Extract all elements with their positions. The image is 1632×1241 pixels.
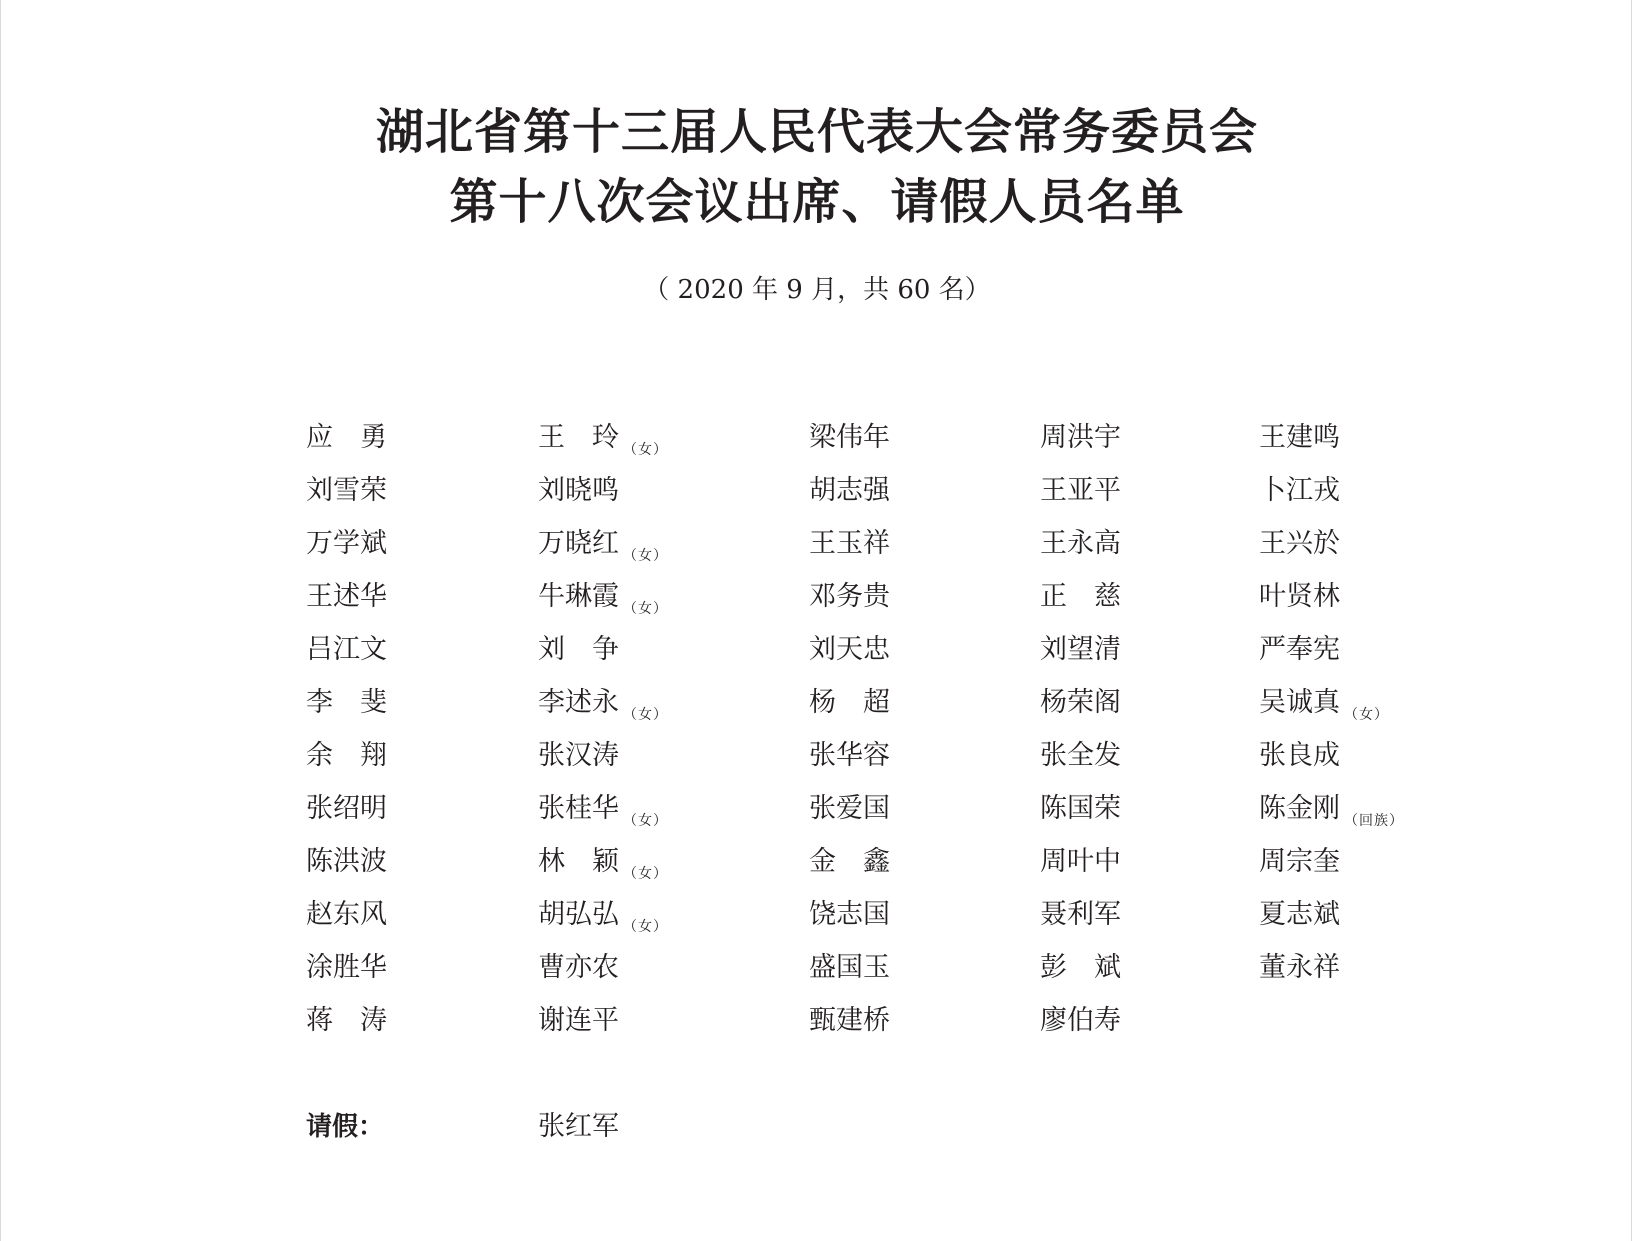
member-name-text: 严奉宪 <box>1259 634 1340 665</box>
member-note: （女） <box>623 601 668 617</box>
member-name <box>1259 789 1404 833</box>
member-note: （女） <box>623 548 668 564</box>
member-name <box>809 418 890 458</box>
leave-name: 张红军 <box>538 1111 619 1142</box>
member-note: （回族） <box>1344 813 1404 829</box>
member-name <box>306 789 387 829</box>
member-name <box>538 630 619 670</box>
member-name <box>306 524 387 564</box>
member-name-text: 张桂华 <box>538 793 619 824</box>
member-name <box>306 736 387 776</box>
member-name-text: 牛琳霞 <box>538 581 619 612</box>
member-name-text: 廖伯寿 <box>1040 1005 1121 1036</box>
member-name <box>809 577 890 617</box>
member-name-text: 王 玲 <box>538 422 619 453</box>
member-name <box>306 895 387 935</box>
member-name <box>1259 524 1340 564</box>
member-name <box>306 577 387 617</box>
title-line-2: 第十八次会议出席、请假人员名单 <box>449 174 1185 230</box>
member-note: （女） <box>623 707 668 723</box>
member-name-text: 吴诚真 <box>1259 687 1340 718</box>
member-name-text: 赵东风 <box>306 899 387 930</box>
member-name <box>1040 577 1121 617</box>
title-line-1: 湖北省第十三届人民代表大会常务委员会 <box>375 104 1258 160</box>
member-name <box>538 418 668 462</box>
member-name <box>1040 842 1121 882</box>
member-name-text: 张华容 <box>809 740 890 771</box>
member-name <box>1040 524 1121 564</box>
member-note: （女） <box>623 866 668 882</box>
member-name-text: 邓务贵 <box>809 581 890 612</box>
member-note: （女） <box>1344 707 1389 723</box>
member-name-text: 万学斌 <box>306 528 387 559</box>
member-name-text: 王玉祥 <box>809 528 890 559</box>
member-name <box>1259 895 1340 935</box>
member-name <box>809 683 890 723</box>
member-name-text: 陈洪波 <box>306 846 387 877</box>
subtitle: （ 2020 年 9 月，共 60 名） <box>643 275 991 305</box>
member-name-text: 陈金刚 <box>1259 793 1340 824</box>
member-name <box>809 842 890 882</box>
member-name <box>809 789 890 829</box>
member-name <box>1259 842 1340 882</box>
member-name <box>538 789 668 833</box>
member-name-text: 万晓红 <box>538 528 619 559</box>
member-name-text: 张全发 <box>1040 740 1121 771</box>
member-name-text: 正 慈 <box>1040 581 1121 612</box>
member-name <box>538 577 668 621</box>
member-name <box>306 683 387 723</box>
member-name-text: 应 勇 <box>306 422 387 453</box>
member-name-text: 王述华 <box>306 581 387 612</box>
member-name-text: 王亚平 <box>1040 475 1121 506</box>
member-name <box>1040 418 1121 458</box>
member-name-text: 余 翔 <box>306 740 387 771</box>
member-name <box>809 1001 890 1041</box>
member-name <box>306 948 387 988</box>
member-name-text: 胡弘弘 <box>538 899 619 930</box>
member-name-text: 周宗奎 <box>1259 846 1340 877</box>
member-name-text: 盛国玉 <box>809 952 890 983</box>
member-name-text: 杨 超 <box>809 687 890 718</box>
member-name-text: 周洪宇 <box>1040 422 1121 453</box>
member-name-text: 彭 斌 <box>1040 952 1121 983</box>
member-name <box>1259 577 1340 617</box>
member-name-text: 张良成 <box>1259 740 1340 771</box>
member-name-text: 刘晓鸣 <box>538 475 619 506</box>
member-name <box>1040 1001 1121 1041</box>
member-name-text: 聂利军 <box>1040 899 1121 930</box>
member-name <box>1259 630 1340 670</box>
member-name <box>306 842 387 882</box>
member-name-text: 林 颖 <box>538 846 619 877</box>
member-name <box>1259 418 1340 458</box>
member-name <box>809 630 890 670</box>
member-name <box>809 736 890 776</box>
member-name-text: 梁伟年 <box>809 422 890 453</box>
member-name-text: 蒋 涛 <box>306 1005 387 1036</box>
member-name-text: 张绍明 <box>306 793 387 824</box>
member-name-text: 杨荣阁 <box>1040 687 1121 718</box>
member-name-text: 饶志国 <box>809 899 890 930</box>
member-name-text: 刘 争 <box>538 634 619 665</box>
member-name-text: 吕江文 <box>306 634 387 665</box>
member-name-text: 甄建桥 <box>809 1005 890 1036</box>
member-name <box>538 948 619 988</box>
member-name-text: 叶贤林 <box>1259 581 1340 612</box>
member-name-text: 夏志斌 <box>1259 899 1340 930</box>
member-name <box>1040 948 1121 988</box>
member-name <box>306 630 387 670</box>
member-name-text: 张汉涛 <box>538 740 619 771</box>
member-name-text: 周叶中 <box>1040 846 1121 877</box>
member-name-text: 张爱国 <box>809 793 890 824</box>
member-note: （女） <box>623 813 668 829</box>
leave-label: 请假： <box>306 1112 385 1142</box>
member-name-text: 王建鸣 <box>1259 422 1340 453</box>
member-name-text: 刘雪荣 <box>306 475 387 506</box>
member-name-text: 胡志强 <box>809 475 890 506</box>
member-name <box>809 471 890 511</box>
member-name <box>538 471 619 511</box>
member-name <box>1040 630 1121 670</box>
member-name <box>538 524 668 568</box>
member-name-text: 陈国荣 <box>1040 793 1121 824</box>
member-name-text: 李 斐 <box>306 687 387 718</box>
member-name-text: 曹亦农 <box>538 952 619 983</box>
member-name-text: 卜江戎 <box>1259 475 1340 506</box>
member-name <box>1259 471 1340 511</box>
member-name-text: 王兴於 <box>1259 528 1340 559</box>
member-name <box>306 418 387 458</box>
member-name <box>306 471 387 511</box>
member-name-text: 王永高 <box>1040 528 1121 559</box>
member-name <box>306 1001 387 1041</box>
member-name <box>538 736 619 776</box>
member-name-text: 刘望清 <box>1040 634 1121 665</box>
member-name <box>1259 736 1340 776</box>
member-name <box>1040 789 1121 829</box>
member-name-text: 李述永 <box>538 687 619 718</box>
member-name <box>1040 471 1121 511</box>
member-name <box>538 1001 619 1041</box>
member-name-text: 刘天忠 <box>809 634 890 665</box>
member-name <box>1040 683 1121 723</box>
member-name <box>809 948 890 988</box>
member-name <box>1040 895 1121 935</box>
member-name-text: 涂胜华 <box>306 952 387 983</box>
member-name-text: 谢连平 <box>538 1005 619 1036</box>
member-note: （女） <box>623 919 668 935</box>
member-name <box>1040 736 1121 776</box>
member-name <box>1259 683 1389 727</box>
member-name <box>809 895 890 935</box>
member-name <box>538 683 668 727</box>
member-name <box>1259 948 1340 988</box>
member-name-text: 董永祥 <box>1259 952 1340 983</box>
member-note: （女） <box>623 442 668 458</box>
member-name <box>538 842 668 886</box>
member-name <box>809 524 890 564</box>
member-name-text: 金 鑫 <box>809 846 890 877</box>
member-name <box>538 895 668 939</box>
